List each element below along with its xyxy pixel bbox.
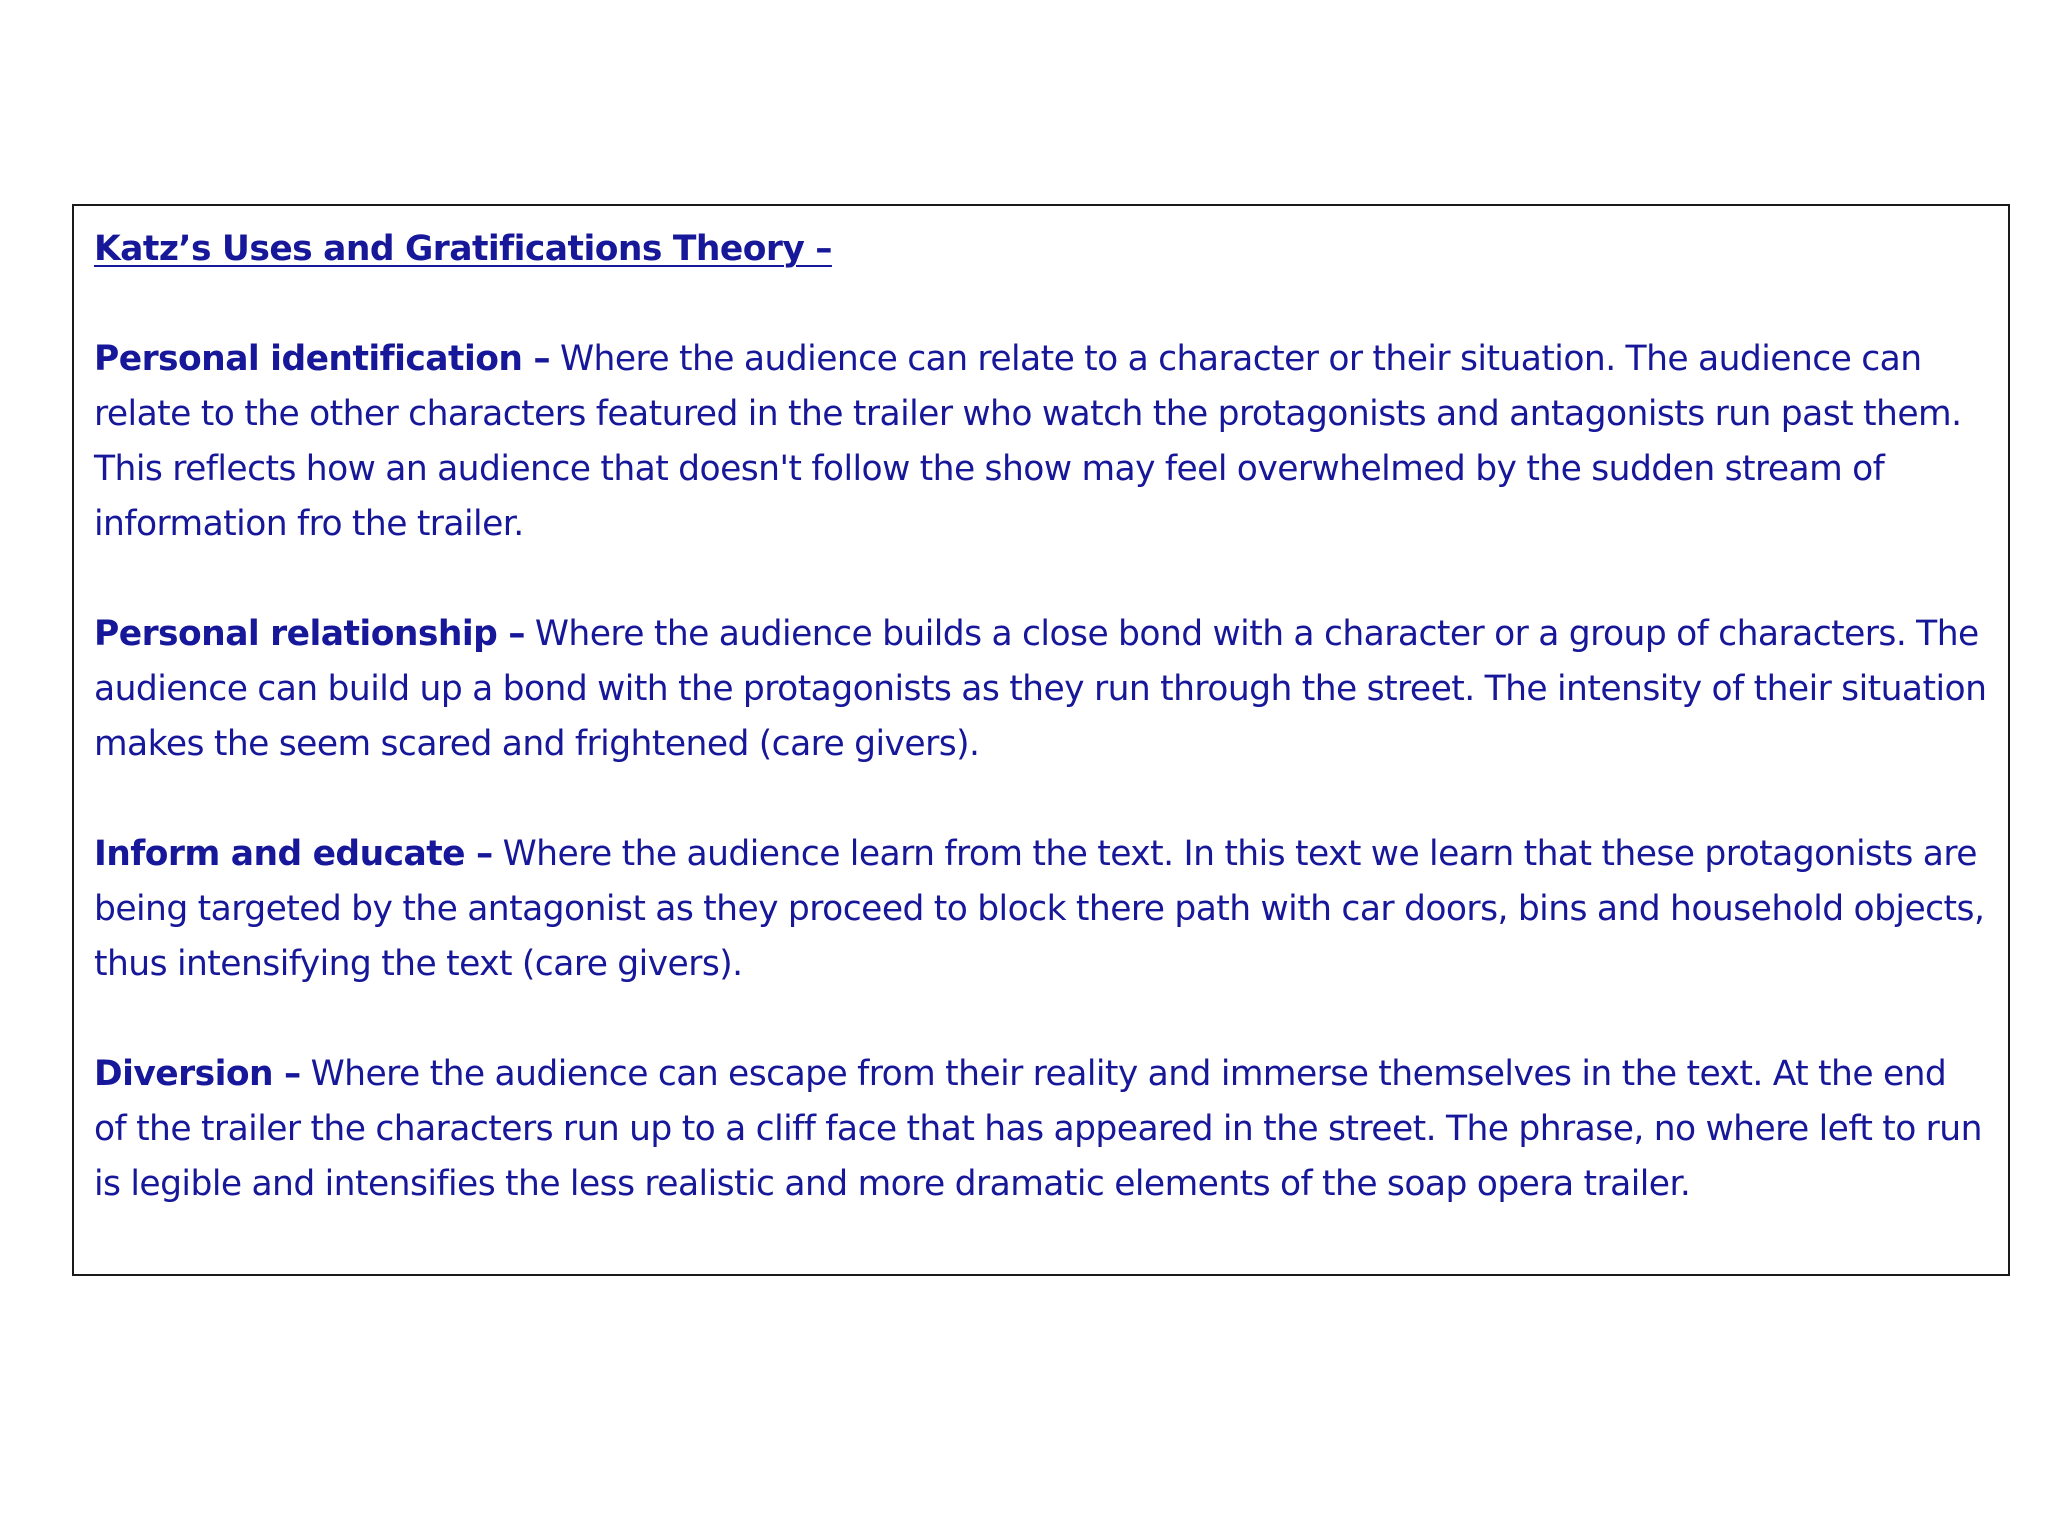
section-text: Where the audience learn from the text. In this text we learn that these protagonists are being targeted by the antagonist as they proceed to block there path with car doors, bins and household objects, thus intensifying the text (care givers). [94,834,1985,984]
section-personal-identification [94,332,1988,552]
section-text: Where the audience builds a close bond with a character or a group of characters. The audience can build up a bond with the protagonists as they run through the street. The intensity of their situation makes the seem scared and frightened (care givers). [94,614,1987,764]
theory-text-box [72,204,2010,1276]
section-diversion [94,1047,1988,1212]
section-personal-relationship [94,607,1988,772]
section-inform-and-educate [94,827,1988,992]
spacer [94,552,1988,607]
section-term: Inform and educate – [94,834,493,874]
section-text: Where the audience can relate to a character or their situation. The audience can relate to the other characters featured in the trailer who watch the protagonists and antagonists run past them. This reflects how an audience that doesn't follow the show may feel overwhelmed by the sudden stream of information fro the trailer. [94,339,1962,544]
section-term: Personal identification – [94,339,551,379]
spacer [94,277,1988,332]
section-text: Where the audience can escape from their reality and immerse themselves in the text. At the end of the trailer the characters run up to a cliff face that has appeared in the street. The phrase, no where left to run is legible and intensifies the less realistic and more dramatic elements of the soap opera trailer. [94,1054,1982,1204]
spacer [94,772,1988,827]
slide-title: Katz’s Uses and Gratifications Theory – [94,229,832,269]
spacer [94,992,1988,1047]
section-term: Personal relationship – [94,614,525,654]
section-term: Diversion – [94,1054,301,1094]
